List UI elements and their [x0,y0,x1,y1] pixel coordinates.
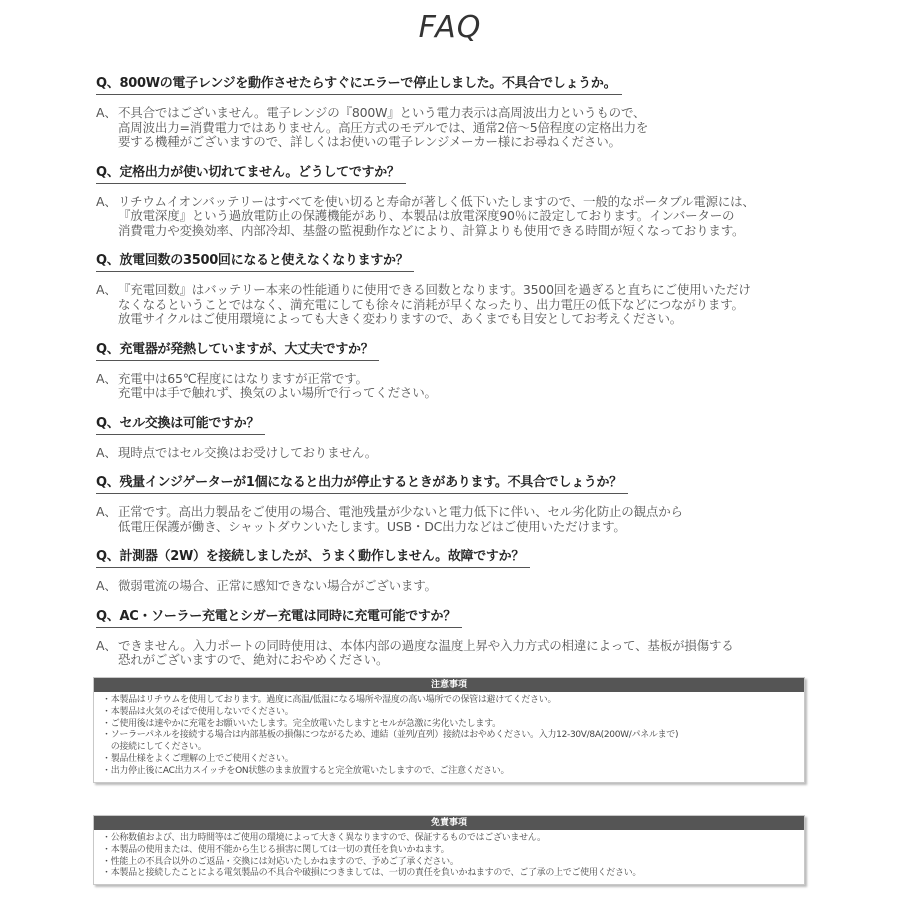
faq-answer [96,639,816,668]
faq-question: Q、セル交換は可能ですか？ [96,412,265,435]
answer-line: 高周波出力=消費電力ではありません。高圧方式のモデルでは、通常2倍〜5倍程度の定格出力を [118,119,649,135]
disclaimer-item: ・公称数値および、出力時間等はご使用の環境によって大きく異なりますので、保証するものではございません。 [102,833,546,843]
answer-line: 要する機種がございますので、詳しくはお使いの電子レンジメーカー様にお尋ねください。 [118,134,621,149]
answer-line: 正常です。高出力製品をご使用の場合、電池残量が少ないと電力低下に伴い、セル劣化防止の観点から [118,504,683,519]
page-title: FAQ [418,10,482,45]
faq-answer [96,283,816,327]
faq-question: Q、定格出力が使い切れてません。どうしてですか？ [96,161,406,184]
answer-mark: A、 [96,504,117,519]
answer-line: 『放電深度』という過放電防止の保護機能があり、本製品は放電深度90％に設定しております。インバーターの [118,208,735,223]
faq-answer [96,446,816,461]
answer-line: できません。入力ポートの同時使用は、本体内部の過度な温度上昇や入力方式の相違によって、基板が損傷する [118,637,734,653]
disclaimer-item: ・本製品の使用または、使用不能から生じる損害に関しては一切の責任を負いかねます。 [102,844,450,855]
answer-line: 不具合ではございません。電子レンジの『800W』という電力表示は高周波出力というもので、 [118,105,646,120]
disclaimer-list [94,830,804,884]
faq-answer [96,195,816,239]
notice-item: ・出力停止後にAC出力スイッチをON状態のまま放置すると完全放電いたしますので、ご注意ください。 [102,765,510,776]
faq-question: Q、残量インジゲーターが1個になると出力が停止するときがあります。不具合でしょうか？ [96,471,628,494]
faq-question: Q、放電回数の3500回になると使えなくなりますか？ [96,249,414,272]
answer-mark: A、 [96,370,117,386]
notice-item: ・製品仕様をよくご理解の上でご使用ください。 [102,753,294,764]
disclaimer-box [93,815,805,885]
notice-item: ・ご使用後は速やかに充電をお願いいたします。完全放電いたしますとセルが急激に劣化いたします。 [102,718,501,729]
faq-answer [96,106,816,150]
answer-line: リチウムイオンバッテリーはすべてを使い切ると寿命が著しく低下いたしますので、一般的なポータブル電源には、 [118,193,755,209]
answer-mark: A、 [96,282,117,297]
answer-line: なくなるということではなく、満充電にしても徐々に消耗が早くなったり、出力電圧の低下などにつながります。 [118,296,744,312]
answer-line: 消費電力や変換効率、内部冷却、基盤の監視動作などにより、計算よりも使用できる時間が短くなっております。 [118,222,745,238]
answer-mark: A、 [96,578,117,593]
answer-line: 放電サイクルはご使用環境によっても大きく変わりますので、あくまでも目安としてお考えください。 [118,311,683,326]
faq-question: Q、AC・ソーラー充電とシガー充電は同時に充電可能ですか？ [96,605,462,628]
answer-mark: A、 [96,105,117,120]
answer-line: 『充電回数』はバッテリー本来の性能通りに使用できる回数となります。3500回を過ぎると直ちにご使用いただけ [118,282,751,297]
notice-box [93,677,805,783]
faq-answer [96,372,816,401]
notice-item: ・本製品はリチウムを使用しております。過度に高温/低温になる場所や湿度の高い場所での保管は避けてください。 [102,695,557,705]
notice-item: ・ソーラーパネルを接続する場合は内部基板の損傷につながるため、連結（並列/直列）接続はおやめください。入力12-30V/8A(200W/パネルまで) [102,730,679,741]
answer-line: 現時点ではセル交換はお受けしておりません。 [118,444,378,460]
notice-item: ・本製品は火気のそばで使用しないでください。 [102,706,294,717]
disclaimer-title: 免責事項 [94,816,804,830]
answer-mark: A、 [96,637,117,653]
faq-question: Q、計測器（2W）を接続しましたが、うまく動作しません。故障ですか？ [96,545,530,568]
answer-line: 微弱電流の場合、正常に感知できない場合がございます。 [118,578,437,593]
notice-list [94,692,804,782]
answer-mark: A、 [96,444,117,460]
faq-question: Q、充電器が発熱していますが、大丈夫ですか？ [96,338,379,361]
faq-question: Q、800Wの電子レンジを動作させたらすぐにエラーで停止しました。不具合でしょうか。 [96,72,622,95]
notice-title: 注意事項 [94,678,804,692]
answer-line: 充電中は65℃程度にはなりますが正常です。 [118,370,368,386]
notice-item: の接続にしてください。 [102,742,207,753]
answer-line: 低電圧保護が働き、シャットダウンいたします。USB・DC出力などはご使用いただけます。 [118,518,626,534]
answer-line: 恐れがございますので、絶対におやめください。 [118,652,389,667]
faq-answer [96,505,816,534]
disclaimer-item: ・本製品と接続したことによる電気製品の不具合や破損につきましては、一切の責任を負いかねますので、ご了承の上でご使用ください。 [102,868,642,879]
answer-mark: A、 [96,193,117,209]
disclaimer-item: ・性能上の不具合以外のご返品・交換には対応いたしかねますので、予めご了承ください。 [102,856,459,867]
faq-list [96,72,816,679]
faq-answer [96,579,816,594]
answer-line: 充電中は手で触れず、換気のよい場所で行ってください。 [118,385,437,400]
